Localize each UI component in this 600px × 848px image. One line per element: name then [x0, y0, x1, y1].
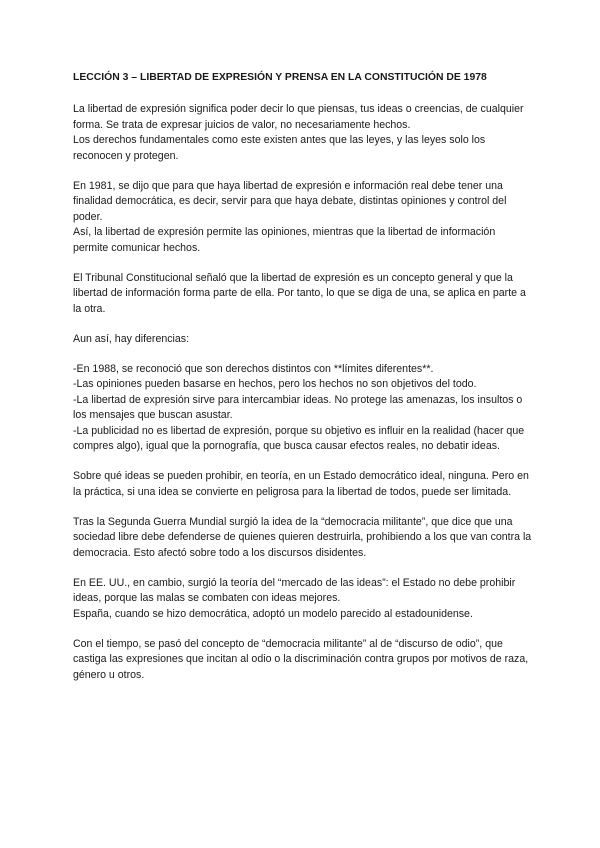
paragraph-line: Así, la libertad de expresión permite las opiniones, mientras que la libertad de información permite comunicar hechos.: [73, 226, 496, 254]
paragraph-line: En EE. UU., en cambio, surgió la teoría del “mercado de las ideas”: el Estado no debe prohibir ideas, porque las malas se combaten con ideas mejores.: [73, 576, 516, 604]
paragraph: [73, 179, 533, 257]
paragraph-line: España, cuando se hizo democrática, adoptó un modelo parecido al estadounidense.: [73, 607, 473, 620]
paragraph-line: La libertad de expresión significa poder decir lo que piensas, tus ideas o creencias, de cualquier forma. Se trata de expresar juicios de valor, no necesariamente hechos.: [73, 103, 524, 131]
paragraph-line: Sobre qué ideas se pueden prohibir, en teoría, en un Estado democrático ideal, ninguna. Pero en la práctica, si una idea se convierte en peligrosa para la libertad de todos, puede ser limitada.: [73, 470, 529, 498]
paragraph-line: Los derechos fundamentales como este existen antes que las leyes, y las leyes solo los reconocen y protegen.: [73, 134, 486, 162]
paragraph: [73, 637, 533, 684]
document-page: [73, 70, 533, 698]
paragraph: [73, 102, 533, 164]
paragraph: [73, 362, 533, 455]
paragraph-line: -Las opiniones pueden basarse en hechos, pero los hechos no son objetivos del todo.: [73, 378, 477, 390]
paragraph-line: Con el tiempo, se pasó del concepto de “democracia militante” al de “discurso de odio”, que castiga las expresiones que incitan al odio o la discriminación contra grupos por motivos de raza, género u otros.: [73, 637, 529, 681]
paragraph: [73, 332, 533, 348]
paragraph-line: En 1981, se dijo que para que haya libertad de expresión e información real debe tener una finalidad democrática, es decir, servir para que haya debate, distintas opiniones y control del poder.: [73, 179, 507, 223]
paragraph: [73, 515, 533, 562]
paragraph-line: -La publicidad no es libertad de expresión, porque su objetivo es influir en la realidad (hacer que compres algo), igual que la pornografía, que busca causar efectos reales, no debatir ideas.: [73, 424, 525, 452]
paragraph-line: -En 1988, se reconoció que son derechos distintos con **límites diferentes**.: [73, 362, 434, 375]
paragraph: [73, 576, 533, 623]
paragraph-line: -La libertad de expresión sirve para intercambiar ideas. No protege las amenazas, los insultos o los mensajes que buscan asustar.: [73, 393, 523, 421]
paragraph: [73, 271, 533, 318]
paragraph-line: Tras la Segunda Guerra Mundial surgió la idea de la “democracia militante”, que dice que una sociedad libre debe defenderse de quienes quieren destruirla, prohibiendo a los que van contra la democracia. Esto afectó sobre todo a los discursos disidentes.: [73, 515, 532, 559]
document-body: [73, 102, 533, 683]
paragraph-line: Aun así, hay diferencias:: [73, 332, 190, 345]
paragraph-line: El Tribunal Constitucional señaló que la libertad de expresión es un concepto general y que la libertad de información forma parte de ella. Por tanto, lo que se diga de una, se aplica en parte a la otra.: [73, 271, 526, 315]
document-title: LECCIÓN 3 – LIBERTAD DE EXPRESIÓN Y PRENSA EN LA CONSTITUCIÓN DE 1978: [73, 72, 487, 83]
paragraph: [73, 469, 533, 500]
